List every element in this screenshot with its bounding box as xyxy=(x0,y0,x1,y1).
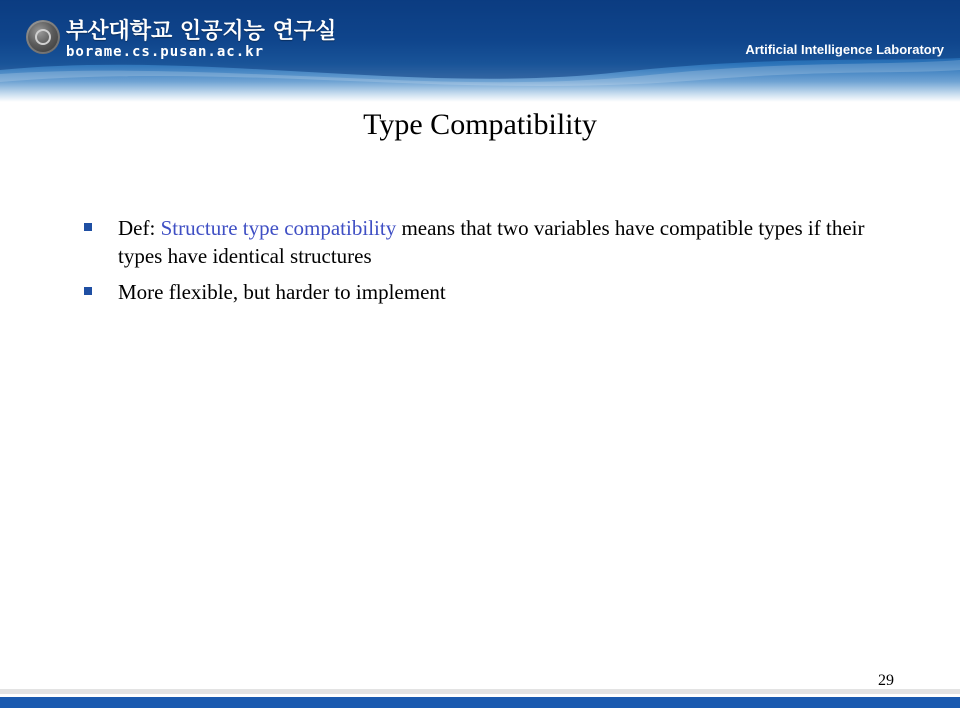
bullet-item-definition xyxy=(84,214,874,270)
university-url: borame.cs.pusan.ac.kr xyxy=(66,44,265,60)
lab-name: Artificial Intelligence Laboratory xyxy=(745,42,944,57)
bullet-list xyxy=(84,214,874,314)
square-bullet-icon xyxy=(84,287,92,295)
footer-bottom-strip xyxy=(0,708,960,720)
square-bullet-icon xyxy=(84,223,92,231)
bullet-text: More flexible, but harder to implement xyxy=(118,280,446,304)
university-seal-icon xyxy=(26,20,60,54)
slide-title: Type Compatibility xyxy=(363,108,597,141)
page-number: 29 xyxy=(878,672,894,689)
highlighted-term: Structure type compatibility xyxy=(160,216,397,240)
university-name: 부산대학교 인공지능 연구실 xyxy=(66,19,337,44)
bullet-item-flexibility xyxy=(84,278,874,306)
header-banner xyxy=(0,0,960,102)
bullet-prefix: Def: xyxy=(118,216,161,240)
footer-divider xyxy=(0,689,960,694)
bullet-text: means that two variables have compatible types if their types have identical structures xyxy=(118,216,865,268)
footer-bar xyxy=(0,697,960,708)
